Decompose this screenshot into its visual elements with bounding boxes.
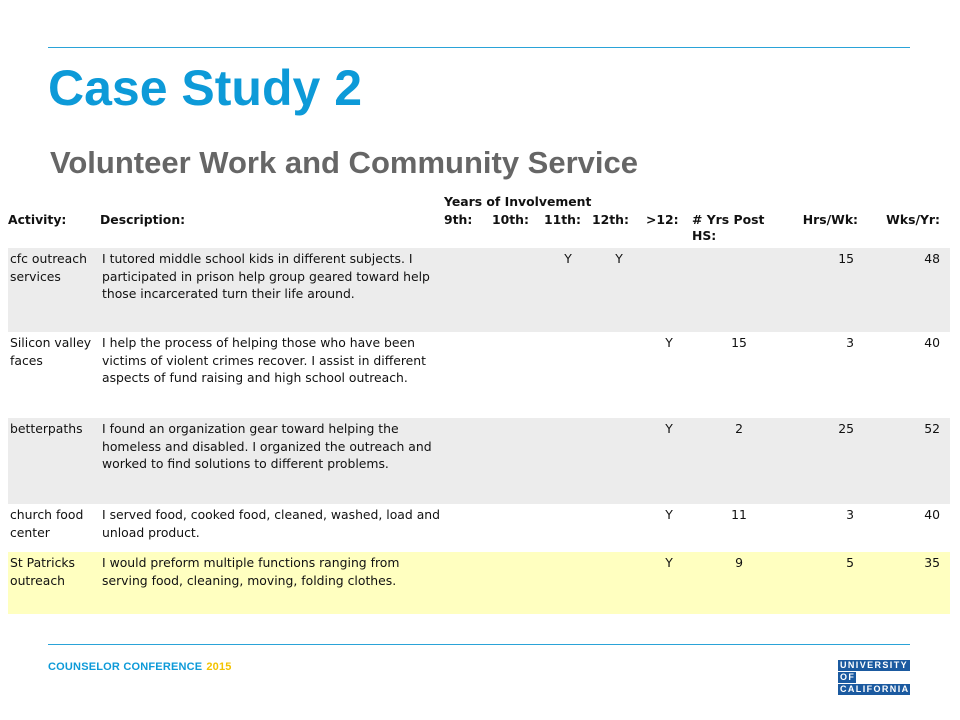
cell-11th: Y — [544, 248, 592, 332]
cell-hrs-wk: 3 — [786, 504, 864, 552]
cell-hrs-wk: 15 — [786, 248, 864, 332]
cell-10th — [492, 332, 544, 418]
header-spacer — [692, 194, 786, 212]
cell-yrs-post-hs: 2 — [692, 418, 786, 504]
cell-11th — [544, 504, 592, 552]
cell-wks-yr: 52 — [864, 418, 950, 504]
cell-9th — [444, 552, 492, 614]
cell-hrs-wk: 25 — [786, 418, 864, 504]
col-header-10th: 10th: — [492, 212, 529, 227]
cell-yrs-post-hs: 15 — [692, 332, 786, 418]
footer-label — [48, 661, 232, 673]
logo-line-university: UNIVERSITY — [840, 660, 909, 670]
cell-activity: Silicon valley faces — [8, 332, 100, 418]
cell-12th — [592, 332, 646, 418]
cell-12th — [592, 552, 646, 614]
cell-activity: cfc outreach services — [8, 248, 100, 332]
cell-wks-yr: 40 — [864, 332, 950, 418]
cell-9th — [444, 248, 492, 332]
col-header-11th: 11th: — [544, 212, 581, 227]
table-row — [8, 332, 950, 418]
header-spacer — [864, 194, 950, 212]
footer-conference-name: COUNSELOR CONFERENCE — [48, 661, 203, 673]
cell-hrs-wk: 3 — [786, 332, 864, 418]
logo-line-california: CALIFORNIA — [840, 684, 910, 694]
cell-wks-yr: 35 — [864, 552, 950, 614]
cell-description: I tutored middle school kids in different subjects. I participated in prison help group geared toward help those incarcerated turn their life around. — [100, 248, 444, 332]
table-row — [8, 418, 950, 504]
years-of-involvement-header: Years of Involvement — [444, 194, 592, 209]
cell-gt12: Y — [646, 552, 692, 614]
cell-10th — [492, 504, 544, 552]
cell-wks-yr: 40 — [864, 504, 950, 552]
col-header-wks-yr: Wks/Yr: — [886, 212, 941, 227]
header-spacer — [100, 194, 444, 212]
col-header-hrs-wk: Hrs/Wk: — [802, 212, 859, 227]
logo-line-of: OF — [840, 672, 856, 682]
col-header-yrs-post-hs: # Yrs Post HS: — [692, 212, 765, 243]
cell-gt12: Y — [646, 418, 692, 504]
cell-9th — [444, 418, 492, 504]
col-header-gt12: >12: — [646, 212, 679, 227]
cell-wks-yr: 48 — [864, 248, 950, 332]
page-title: Case Study 2 — [48, 60, 363, 116]
cell-yrs-post-hs — [692, 248, 786, 332]
col-header-9th: 9th: — [444, 212, 473, 227]
bottom-divider — [48, 644, 910, 645]
cell-activity: church food center — [8, 504, 100, 552]
col-header-12th: 12th: — [592, 212, 629, 227]
cell-11th — [544, 552, 592, 614]
cell-description: I served food, cooked food, cleaned, washed, load and unload product. — [100, 504, 444, 552]
col-header-description: Description: — [100, 212, 186, 227]
cell-yrs-post-hs: 9 — [692, 552, 786, 614]
page-subtitle: Volunteer Work and Community Service — [50, 145, 638, 180]
cell-description: I would preform multiple functions ranging from serving food, cleaning, moving, folding clothes. — [100, 552, 444, 614]
cell-11th — [544, 332, 592, 418]
cell-gt12: Y — [646, 332, 692, 418]
cell-activity: St Patricks outreach — [8, 552, 100, 614]
footer-year: 2015 — [206, 661, 232, 673]
cell-12th — [592, 418, 646, 504]
cell-12th — [592, 504, 646, 552]
cell-9th — [444, 332, 492, 418]
table-row-highlighted — [8, 552, 950, 614]
cell-10th — [492, 552, 544, 614]
cell-activity: betterpaths — [8, 418, 100, 504]
cell-11th — [544, 418, 592, 504]
cell-12th: Y — [592, 248, 646, 332]
col-header-activity: Activity: — [8, 212, 67, 227]
activities-table — [8, 194, 950, 614]
cell-description: I found an organization gear toward helping the homeless and disabled. I organized the outreach and worked to find solutions to different problems. — [100, 418, 444, 504]
table-row — [8, 248, 950, 332]
cell-description: I help the process of helping those who have been victims of violent crimes recover. I assist in different aspects of fund raising and high school outreach. — [100, 332, 444, 418]
header-spacer — [8, 194, 100, 212]
cell-gt12 — [646, 248, 692, 332]
cell-9th — [444, 504, 492, 552]
activities-table-container — [8, 194, 950, 614]
cell-10th — [492, 418, 544, 504]
top-divider — [48, 47, 910, 48]
header-spacer — [786, 194, 864, 212]
university-of-california-logo — [838, 660, 910, 696]
cell-gt12: Y — [646, 504, 692, 552]
cell-hrs-wk: 5 — [786, 552, 864, 614]
cell-yrs-post-hs: 11 — [692, 504, 786, 552]
cell-10th — [492, 248, 544, 332]
table-row — [8, 504, 950, 552]
